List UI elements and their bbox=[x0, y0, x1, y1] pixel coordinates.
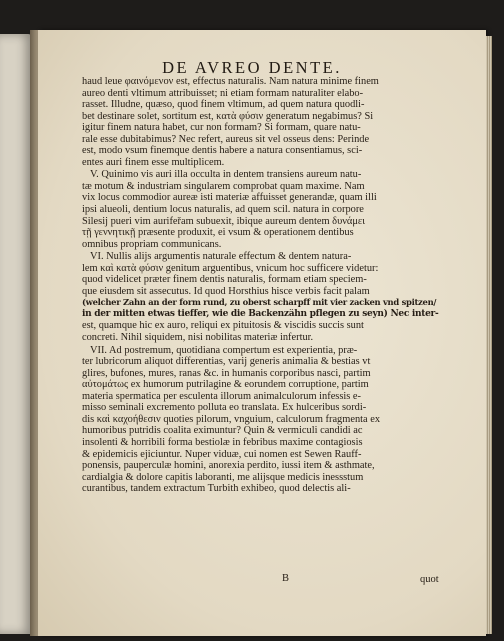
text-line: tæ motum & industriam singularem comprobat quam maxime. Nam bbox=[82, 180, 365, 192]
text-line: lem καὶ κατὰ φύσιν genitum arguentibus, vnicum hoc sufficere videtur: bbox=[82, 262, 379, 274]
text-line: entes auri finem esse multiplicem. bbox=[82, 156, 225, 168]
blackletter-line: in der mitten etwas tieffer, wie die Backenzähn pflegen zu seyn) Nec inter- bbox=[82, 308, 439, 319]
blackletter-line: (welcher Zahn an der form rund, zu oberst scharpff mit vier zacken vnd spitzen/ bbox=[82, 297, 437, 308]
text-line: τῇ γεννητικῇ præsente produxit, ei vsum & operationem dentibus bbox=[82, 227, 354, 239]
text-line: αὐτομάτως ex humorum putrilagine & eorundem corruptione, partim bbox=[82, 379, 369, 391]
text-line: ipsi alueoli, dentium locus naturalis, ad quem scil. natura in corpore bbox=[82, 204, 364, 216]
text-line: & epidemicis ejiciuntur. Nuper viduæ, cui nomen est Sewen Rauff- bbox=[82, 448, 362, 460]
text-line: que eiusdem sit assecutus. Id quod Horsthius hisce verbis facit palam bbox=[82, 285, 370, 297]
text-line: concreti. Nihil siquidem, nisi nobilitas materiæ infertur. bbox=[82, 332, 314, 344]
text-line: dis καὶ καχοήθεσιν quoties pilorum, vnguium, calculorum fragmenta ex bbox=[82, 413, 381, 425]
text-line: vix locus commodior aureæ isti materiæ affuisset generandæ, quam illi bbox=[82, 192, 377, 204]
text-line: humoribus putridis coalita eximuntur? Quin & vermiculi candidi ac bbox=[82, 425, 363, 437]
text-line: igitur finem natura habet, cur non formam? Si formam, quare natu- bbox=[82, 122, 361, 134]
text-line: aureo denti vltimum attribuisset; ni etiam formam naturaliter elabo- bbox=[82, 87, 364, 99]
text-line: cardialgia & dolore capitis laboranti, me alijsque medicis inessstum bbox=[82, 471, 364, 483]
text-line: misso seminali excremento polluta eo translata. Ex hulceribus sordi- bbox=[82, 402, 367, 414]
text-line: insolenti & horribili forma bestiolæ in febribus maxime contagiosis bbox=[82, 436, 363, 448]
text-line: Silesij pueri vim aurifeřam subuexit, ibique aureum dentem δυνάμει bbox=[82, 215, 366, 227]
text-line: rasset. Illudne, quæso, quod finem vltimum, ad quem natura quodli- bbox=[82, 99, 365, 111]
catchword: quot bbox=[420, 574, 439, 585]
text-line: curantibus, tandem extractum Turbith exhibeo, quod delectis ali- bbox=[82, 483, 351, 495]
text-line: bet destinare solet, sortitum est, κατὰ φύσιν generatum negabimus? Si bbox=[82, 110, 374, 122]
paragraph-v-start: V. Quinimo vis auri illa occulta in dentem transiens aureum natu- bbox=[90, 169, 362, 181]
paragraph-vii-start: VII. Ad postremum, quotidiana compertum est experientia, præ- bbox=[90, 344, 358, 356]
running-head: DE AVREO DENTE. bbox=[162, 58, 342, 77]
text-line: omnibus propriam communicans. bbox=[82, 238, 222, 250]
text-line: glires, bufones, mures, ranas &c. in humanis corporibus nasci, partim bbox=[82, 367, 371, 379]
text-line: haud leue φαινόμενον est, effectus naturalis. Nam natura minime finem bbox=[82, 76, 379, 87]
text-line: ponensis, pauperculæ homini, anorexia perdito, iussi item & asthmate, bbox=[82, 460, 375, 472]
facing-page-edge bbox=[0, 34, 32, 634]
paragraph-vi-start: VI. Nullis alijs argumentis naturale effectum & dentem natura- bbox=[90, 251, 352, 263]
text-line: ter lubricorum aliquot differentias, varij generis animalia & bestias vt bbox=[82, 356, 371, 368]
signature-mark: B bbox=[282, 573, 290, 584]
text-line: materia spermatica per esculenta illorum animalculorum infessis e- bbox=[82, 390, 361, 402]
page-block-edge bbox=[486, 36, 492, 634]
text-line: est, quamque hic ex auro, reliqui ex pituitosis & viscidis succis sunt bbox=[82, 320, 364, 332]
body-text bbox=[82, 76, 442, 495]
text-line: quod videlicet præter finem dentis naturalis, formam etiam speciem- bbox=[82, 274, 367, 286]
text-line: rale esse dubitabimus? Nec refert, aureus sit vel osseus dens: Perinde bbox=[82, 133, 370, 145]
text-line: est, modo vsum finemque dentis habere a natura consentiamus, sci- bbox=[82, 145, 363, 157]
